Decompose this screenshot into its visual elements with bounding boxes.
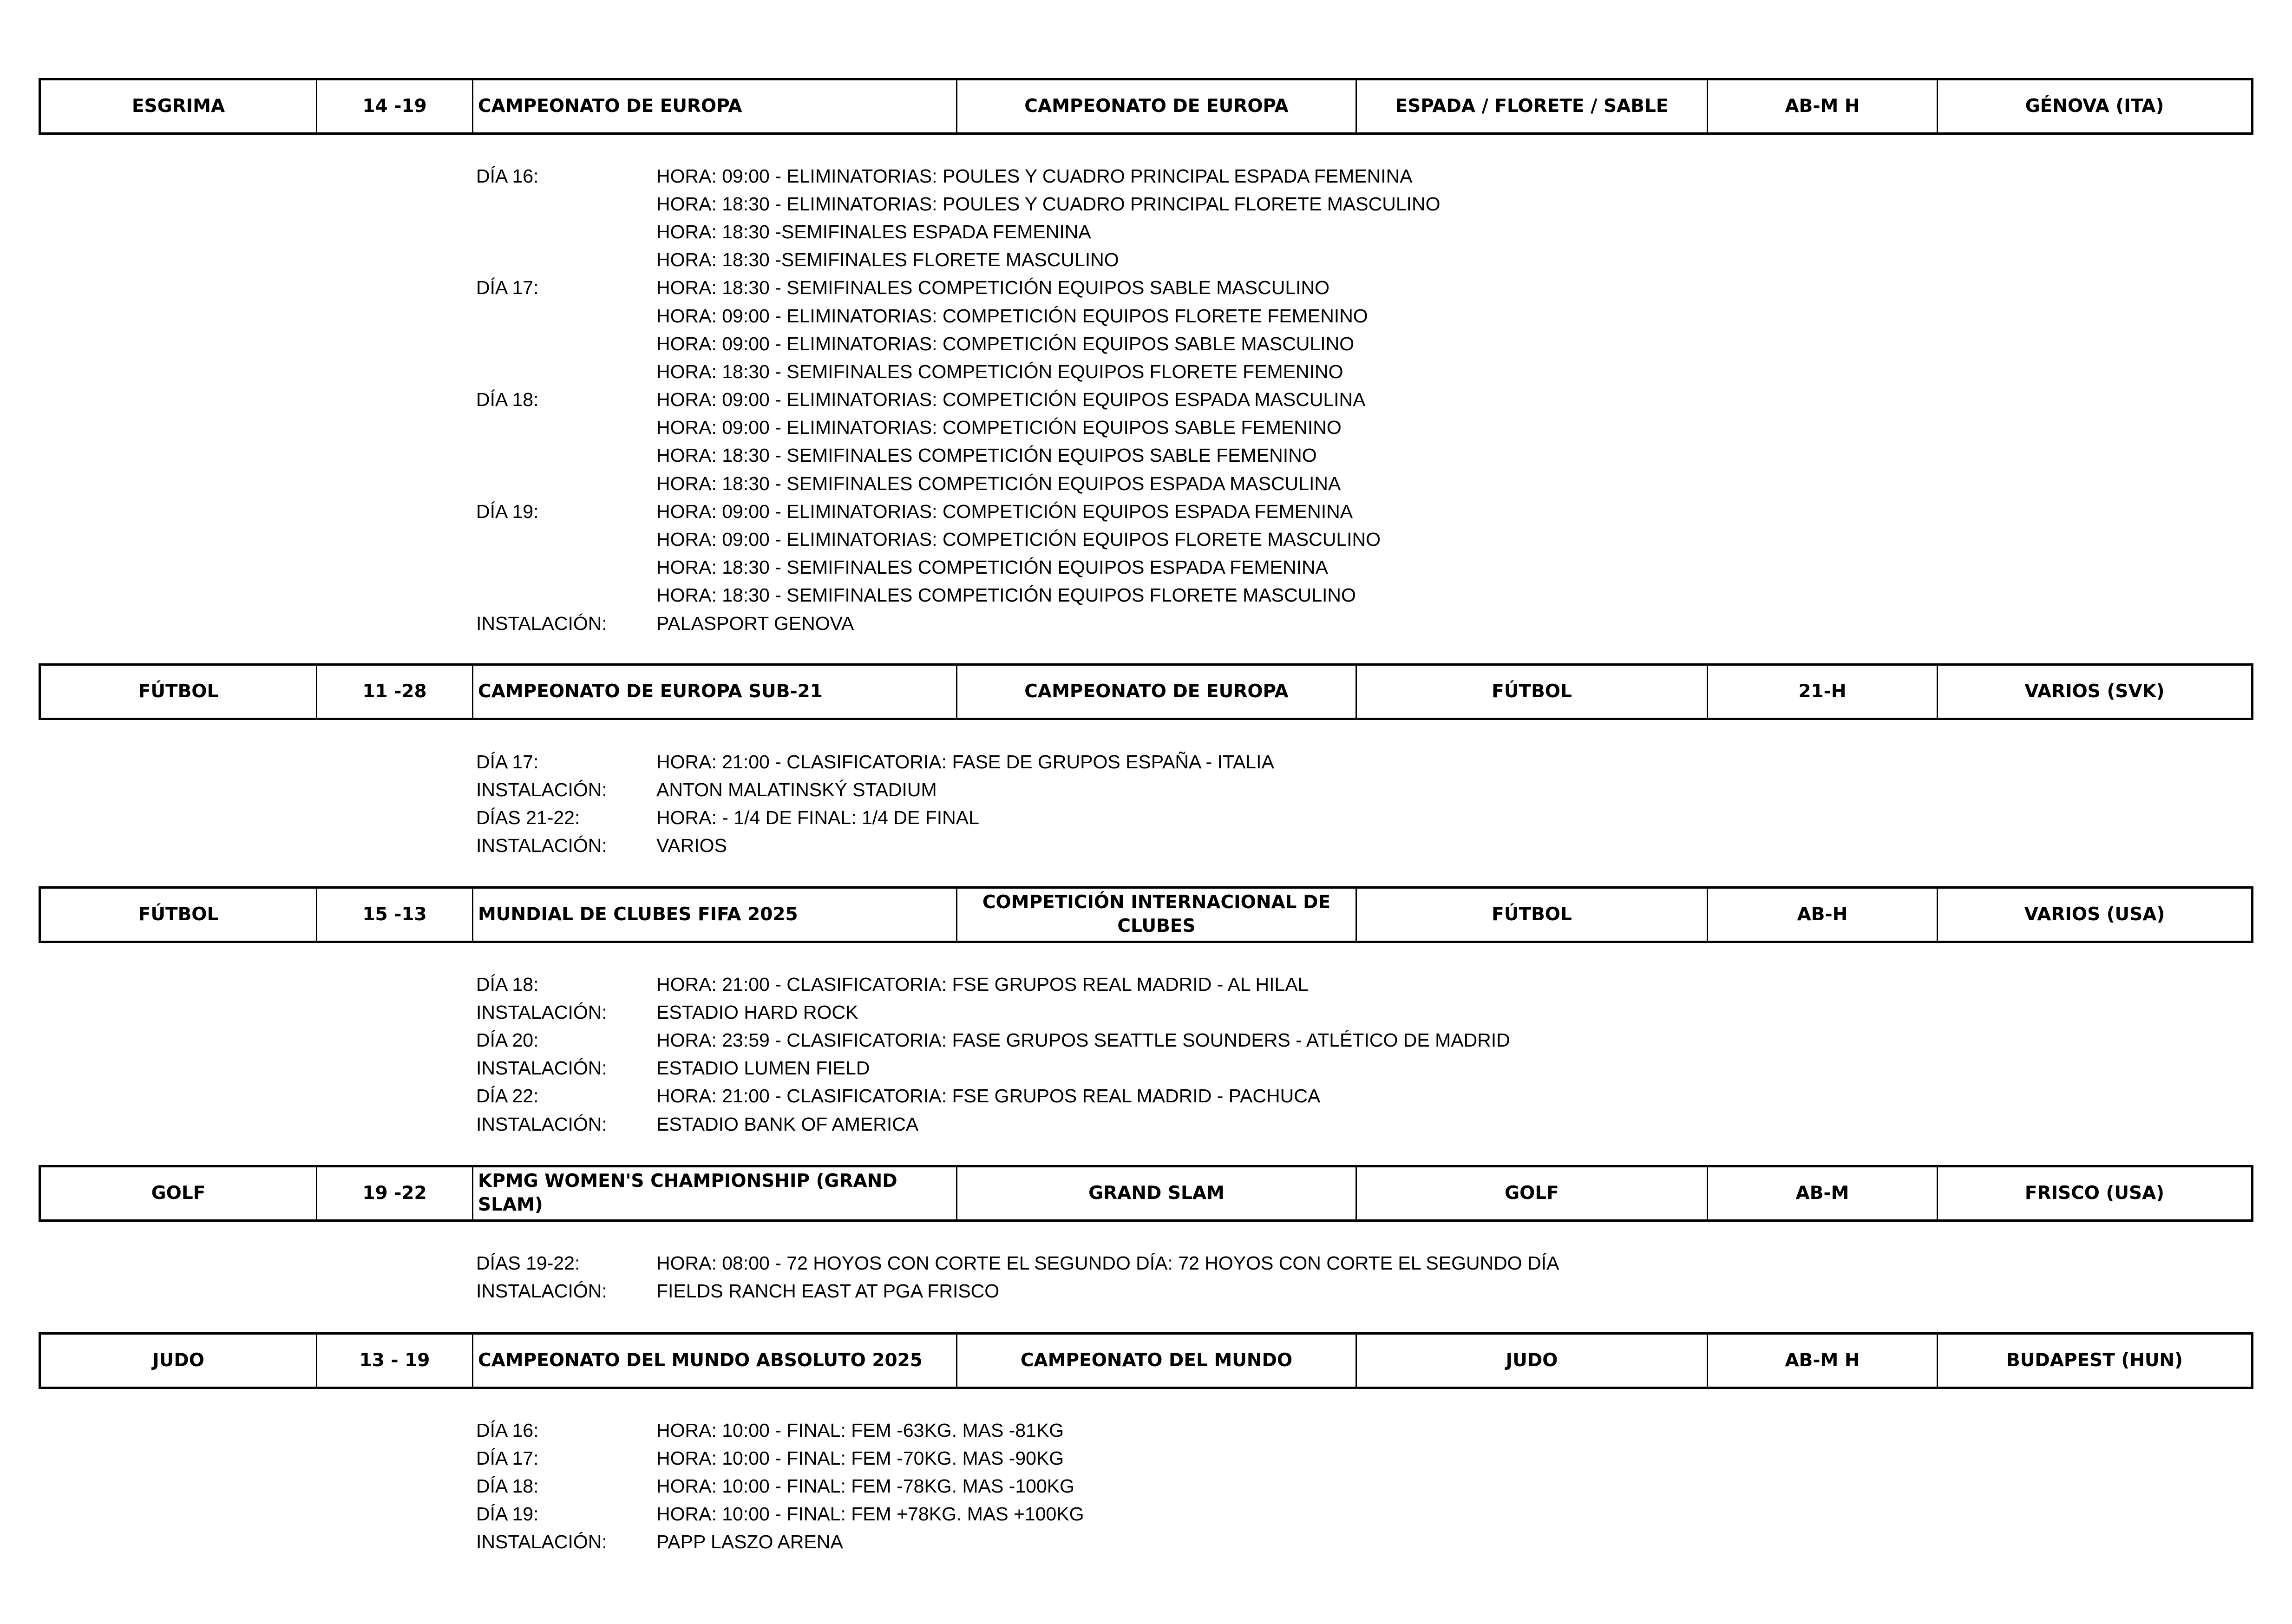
- detail-text: HORA: 18:30 - SEMIFINALES COMPETICIÓN EQUIPOS FLORETE FEMENINO: [656, 360, 1343, 382]
- detail-line: [476, 442, 1441, 470]
- detail-text: HORA: 09:00 - ELIMINATORIAS: COMPETICIÓN EQUIPOS SABLE MASCULINO: [656, 333, 1355, 354]
- competition-type-cell: CAMPEONATO DE EUROPA: [957, 666, 1357, 718]
- detail-label: DÍAS 19-22:: [476, 1252, 580, 1274]
- detail-line: [476, 190, 1441, 218]
- location-cell: GÉNOVA (ITA): [2025, 95, 2164, 117]
- sport-cell: FÚTBOL: [41, 889, 317, 941]
- location-cell: VARIOS (USA): [2024, 904, 2165, 925]
- competition-type-cell: CAMPEONATO DEL MUNDO: [957, 1335, 1357, 1387]
- detail-text: HORA: 18:30 -SEMIFINALES FLORETE MASCULINO: [656, 249, 1119, 271]
- detail-label: INSTALACIÓN:: [476, 1113, 607, 1135]
- category-cell: AB-M: [1708, 1167, 1938, 1219]
- detail-line: [476, 274, 1441, 302]
- detail-text: HORA: 09:00 - ELIMINATORIAS: COMPETICIÓN EQUIPOS FLORETE FEMENINO: [656, 305, 1368, 327]
- detail-label: DÍA 19:: [476, 500, 539, 522]
- discipline-cell: JUDO: [1357, 1335, 1708, 1387]
- detail-text: HORA: 21:00 - CLASIFICATORIA: FSE GRUPOS REAL MADRID - PACHUCA: [656, 1085, 1321, 1107]
- dates-cell: 11 -28: [317, 666, 473, 718]
- event-header-row: [39, 663, 2253, 720]
- detail-text: ESTADIO BANK OF AMERICA: [656, 1113, 919, 1135]
- detail-label: INSTALACIÓN:: [476, 779, 607, 800]
- category-cell: 21-H: [1708, 666, 1938, 718]
- detail-label: DÍA 17:: [476, 751, 539, 773]
- detail-label: DÍA 18:: [476, 389, 539, 411]
- detail-line: [476, 358, 1441, 386]
- detail-label: INSTALACIÓN:: [476, 1531, 607, 1553]
- detail-line: [476, 162, 1441, 190]
- detail-text: HORA: 18:30 - SEMIFINALES COMPETICIÓN EQUIPOS ESPADA MASCULINA: [656, 472, 1341, 494]
- event-header-row: [39, 886, 2253, 943]
- detail-text: HORA: 18:30 - SEMIFINALES COMPETICIÓN EQUIPOS SABLE MASCULINO: [656, 277, 1330, 299]
- detail-line: [476, 1026, 1510, 1054]
- detail-text: HORA: 10:00 - FINAL: FEM -63KG. MAS -81KG: [656, 1419, 1064, 1441]
- dates-cell: 19 -22: [317, 1167, 473, 1219]
- detail-line: [476, 748, 1274, 776]
- detail-line: [476, 554, 1441, 582]
- sport-cell: ESGRIMA: [41, 80, 317, 132]
- detail-text: PAPP LASZO ARENA: [656, 1531, 843, 1553]
- detail-line: [476, 525, 1441, 553]
- detail-label: DÍAS 21-22:: [476, 806, 580, 828]
- event-details: [476, 1416, 1084, 1556]
- competition-name-cell: MUNDIAL DE CLUBES FIFA 2025: [473, 889, 957, 941]
- event-details: [476, 748, 1274, 860]
- discipline-cell: GOLF: [1357, 1167, 1708, 1219]
- detail-text: HORA: - 1/4 DE FINAL: 1/4 DE FINAL: [656, 806, 979, 828]
- detail-text: HORA: 08:00 - 72 HOYOS CON CORTE EL SEGUNDO DÍA: 72 HOYOS CON CORTE EL SEGUNDO DÍA: [656, 1252, 1559, 1274]
- location-cell: BUDAPEST (HUN): [2006, 1349, 2183, 1371]
- detail-text: HORA: 09:00 - ELIMINATORIAS: POULES Y CUADRO PRINCIPAL ESPADA FEMENINA: [656, 165, 1413, 187]
- detail-line: [476, 1416, 1084, 1444]
- detail-text: ESTADIO HARD ROCK: [656, 1001, 858, 1023]
- detail-text: HORA: 21:00 - CLASIFICATORIA: FSE GRUPOS REAL MADRID - AL HILAL: [656, 973, 1309, 995]
- detail-line: [476, 1054, 1510, 1082]
- detail-line: [476, 218, 1441, 246]
- detail-label: DÍA 16:: [476, 165, 539, 187]
- detail-text: ESTADIO LUMEN FIELD: [656, 1057, 870, 1079]
- detail-line: [476, 1277, 1559, 1305]
- detail-line: [476, 776, 1274, 804]
- detail-text: HORA: 18:30 - SEMIFINALES COMPETICIÓN EQUIPOS FLORETE MASCULINO: [656, 584, 1356, 606]
- detail-line: [476, 470, 1441, 498]
- detail-label: DÍA 17:: [476, 1447, 539, 1469]
- competition-type-cell: CAMPEONATO DE EUROPA: [957, 80, 1357, 132]
- event-header-row: [39, 1165, 2253, 1222]
- detail-text: HORA: 10:00 - FINAL: FEM -78KG. MAS -100KG: [656, 1475, 1074, 1497]
- sport-cell: FÚTBOL: [41, 666, 317, 718]
- sport-cell: GOLF: [41, 1167, 317, 1219]
- detail-line: [476, 609, 1441, 637]
- detail-line: [476, 804, 1274, 832]
- detail-line: [476, 970, 1510, 998]
- discipline-cell: ESPADA / FLORETE / SABLE: [1357, 80, 1708, 132]
- detail-label: DÍA 19:: [476, 1503, 539, 1525]
- detail-text: FIELDS RANCH EAST AT PGA FRISCO: [656, 1280, 1000, 1302]
- event-details: [476, 162, 1441, 637]
- discipline-cell: FÚTBOL: [1357, 889, 1708, 941]
- detail-line: [476, 1110, 1510, 1138]
- detail-label: DÍA 20:: [476, 1029, 539, 1051]
- detail-text: HORA: 10:00 - FINAL: FEM -70KG. MAS -90KG: [656, 1447, 1064, 1469]
- detail-text: PALASPORT GENOVA: [656, 612, 854, 634]
- competition-name-cell: CAMPEONATO DE EUROPA SUB-21: [473, 666, 957, 718]
- detail-label: DÍA 16:: [476, 1419, 539, 1441]
- detail-text: HORA: 18:30 - ELIMINATORIAS: POULES Y CUADRO PRINCIPAL FLORETE MASCULINO: [656, 193, 1441, 215]
- detail-line: [476, 582, 1441, 609]
- detail-label: DÍA 22:: [476, 1085, 539, 1107]
- event-header-row: [39, 78, 2253, 135]
- dates-cell: 14 -19: [317, 80, 473, 132]
- detail-label: INSTALACIÓN:: [476, 1280, 607, 1302]
- detail-line: [476, 330, 1441, 358]
- detail-line: [476, 1249, 1559, 1277]
- detail-line: [476, 1444, 1084, 1472]
- detail-text: HORA: 09:00 - ELIMINATORIAS: COMPETICIÓN EQUIPOS SABLE FEMENINO: [656, 417, 1342, 439]
- competition-name-cell: CAMPEONATO DEL MUNDO ABSOLUTO 2025: [473, 1335, 957, 1387]
- detail-line: [476, 1082, 1510, 1110]
- detail-label: DÍA 18:: [476, 973, 539, 995]
- competition-type-cell: COMPETICIÓN INTERNACIONAL DE CLUBES: [957, 889, 1357, 941]
- detail-line: [476, 998, 1510, 1026]
- event-details: [476, 1249, 1559, 1305]
- detail-line: [476, 246, 1441, 274]
- detail-text: HORA: 18:30 - SEMIFINALES COMPETICIÓN EQUIPOS SABLE FEMENINO: [656, 445, 1317, 466]
- category-cell: AB-M H: [1708, 80, 1938, 132]
- detail-text: HORA: 10:00 - FINAL: FEM +78KG. MAS +100KG: [656, 1503, 1084, 1525]
- location-cell: FRISCO (USA): [2024, 1182, 2165, 1204]
- detail-text: HORA: 21:00 - CLASIFICATORIA: FASE DE GRUPOS ESPAÑA - ITALIA: [656, 751, 1274, 773]
- detail-label: INSTALACIÓN:: [476, 835, 607, 857]
- detail-line: [476, 498, 1441, 525]
- detail-text: VARIOS: [656, 835, 727, 857]
- detail-line: [476, 414, 1441, 442]
- dates-cell: 15 -13: [317, 889, 473, 941]
- detail-line: [476, 832, 1274, 860]
- competition-name-cell: KPMG WOMEN'S CHAMPIONSHIP (GRAND SLAM): [473, 1167, 957, 1219]
- detail-text: HORA: 18:30 -SEMIFINALES ESPADA FEMENINA: [656, 221, 1091, 242]
- category-cell: AB-H: [1708, 889, 1938, 941]
- detail-text: HORA: 18:30 - SEMIFINALES COMPETICIÓN EQUIPOS ESPADA FEMENINA: [656, 557, 1328, 578]
- detail-label: INSTALACIÓN:: [476, 1001, 607, 1023]
- detail-text: HORA: 09:00 - ELIMINATORIAS: COMPETICIÓN EQUIPOS ESPADA FEMENINA: [656, 500, 1353, 522]
- discipline-cell: FÚTBOL: [1357, 666, 1708, 718]
- detail-label: DÍA 17:: [476, 277, 539, 299]
- location-cell: VARIOS (SVK): [2024, 681, 2165, 702]
- detail-line: [476, 1472, 1084, 1500]
- competition-type-cell: GRAND SLAM: [957, 1167, 1357, 1219]
- detail-label: INSTALACIÓN:: [476, 612, 607, 634]
- detail-label: INSTALACIÓN:: [476, 1057, 607, 1079]
- detail-line: [476, 386, 1441, 414]
- sport-cell: JUDO: [41, 1335, 317, 1387]
- detail-text: HORA: 09:00 - ELIMINATORIAS: COMPETICIÓN EQUIPOS ESPADA MASCULINA: [656, 389, 1366, 411]
- detail-label: DÍA 18:: [476, 1475, 539, 1497]
- detail-line: [476, 1500, 1084, 1528]
- detail-text: HORA: 09:00 - ELIMINATORIAS: COMPETICIÓN EQUIPOS FLORETE MASCULINO: [656, 529, 1381, 550]
- dates-cell: 13 - 19: [317, 1335, 473, 1387]
- category-cell: AB-M H: [1708, 1335, 1938, 1387]
- event-header-row: [39, 1332, 2253, 1389]
- detail-text: ANTON MALATINSKÝ STADIUM: [656, 779, 937, 800]
- detail-text: HORA: 23:59 - CLASIFICATORIA: FASE GRUPOS SEATTLE SOUNDERS - ATLÉTICO DE MADRID: [656, 1029, 1510, 1051]
- detail-line: [476, 302, 1441, 330]
- competition-name-cell: CAMPEONATO DE EUROPA: [473, 80, 957, 132]
- detail-line: [476, 1528, 1084, 1556]
- event-details: [476, 970, 1510, 1138]
